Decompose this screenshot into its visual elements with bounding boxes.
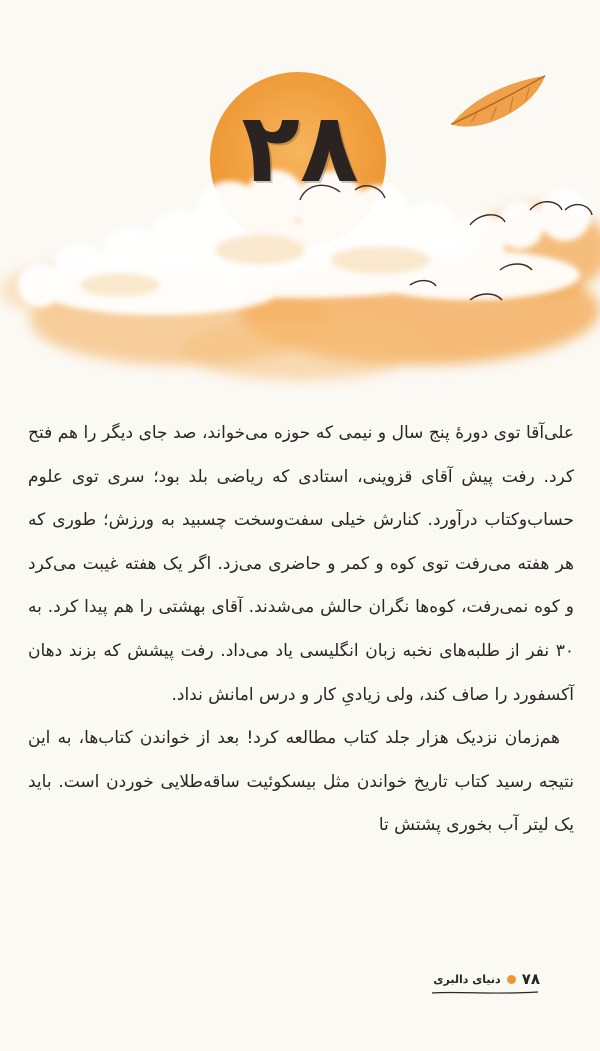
- feather-icon: [445, 76, 552, 131]
- page-number: ۷۸: [521, 970, 540, 988]
- paragraph: هم‌زمان نزدیک هزار جلد کتاب مطالعه کرد! بعد از خواندن کتاب‌ها، به این نتیجه رسید کتاب تاریخ خواندن مثل بیسکوئیت ساقه‌طلایی خوردن است. باید یک لیتر آب بخوری پشتش تا: [28, 728, 574, 836]
- book-title: دنیای دالبری: [433, 972, 501, 986]
- chapter-number: ۲۸: [241, 92, 359, 204]
- body-text: [28, 412, 574, 848]
- footer-underline: [430, 990, 540, 996]
- dot-icon: [507, 975, 516, 984]
- paragraph: علی‌آقا توی دورهٔ پنج سال و نیمی که حوزه می‌خواند، صد جای دیگر را هم فتح کرد. رفت پیش آقای قزوینی، استادی که ریاضی بلد بود؛ سری توی علوم حساب‌وکتاب درآورد. کنارش خیلی سفت‌وسخت چسبید به ورزش؛ طوری که هر هفته می‌رفت توی کوه و کمر و حاضری می‌زد. اگر یک هفته غیبت می‌کرد و کوه نمی‌رفت، کوه‌ها نگران حالش می‌شدند. آقای بهشتی را هم پیدا کرد. به ۳۰ نفر از طلبه‌های نخبه زبان انگلیسی یاد می‌داد. رفت پیشش که بزند دهان آکسفورد را صاف کند، ولی زیادیِ کار و درس امانش نداد.: [28, 423, 574, 705]
